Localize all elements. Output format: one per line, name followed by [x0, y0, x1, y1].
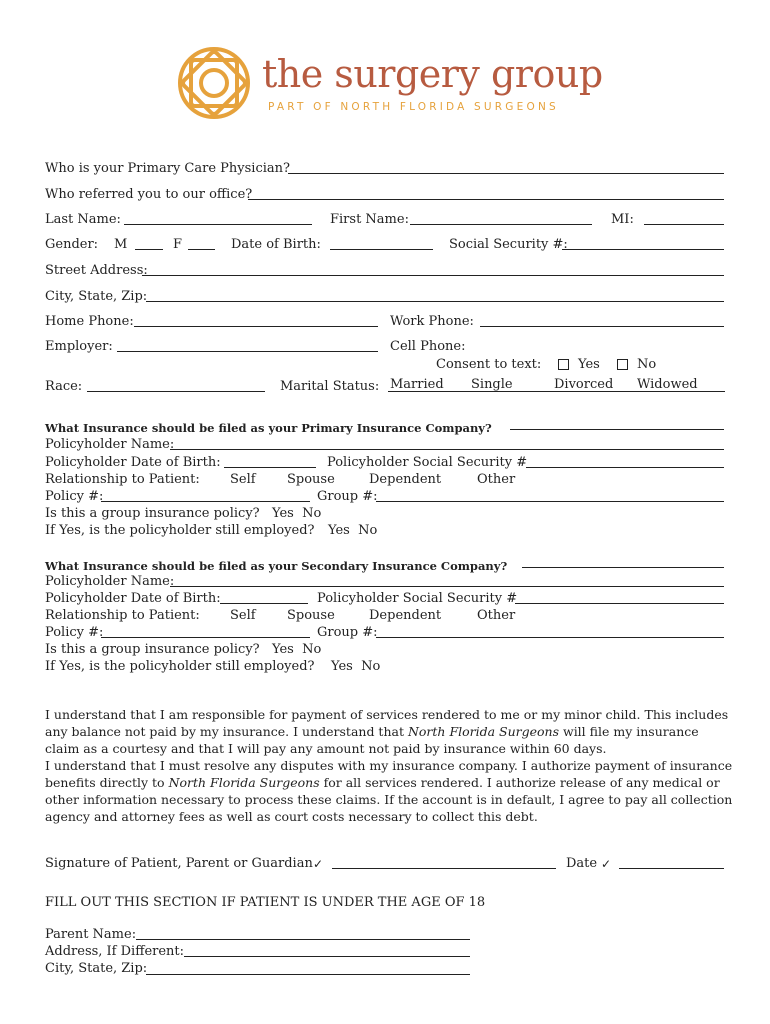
- date-check-icon: ✓: [601, 857, 612, 871]
- dob-label: Date of Birth:: [231, 237, 321, 252]
- city-field[interactable]: [146, 301, 724, 302]
- referred-field[interactable]: [248, 199, 724, 200]
- primary-holder-name-label: Policyholder Name:: [45, 437, 175, 452]
- primary-group-field[interactable]: [376, 501, 724, 502]
- logo-subtitle: PART OF NORTH FLORIDA SURGEONS: [268, 101, 559, 113]
- home-phone-label: Home Phone:: [45, 314, 134, 329]
- ssn-label: Social Security #:: [449, 237, 568, 252]
- primary-employed-question: If Yes, is the policyholder still employed?: [45, 523, 315, 538]
- date-label: Date: [566, 856, 598, 871]
- secondary-rel-other[interactable]: Other: [477, 608, 516, 623]
- consent-yes-checkbox[interactable]: [558, 359, 569, 370]
- primary-heading: What Insurance should be filed as your Primary Insurance Company?: [45, 421, 492, 435]
- gender-label: Gender:: [45, 237, 99, 252]
- terms-paragraph-2: I understand that I must resolve any disputes with my insurance company. I authorize payment of insurance benefits directly to North Florida Surgeons for all services rendered. I authorize release of any medical or other information necessary to process these claims. If the account is in default, I agree to pay all collection agency and attorney fees as well as court costs necessary to collect this debt.: [45, 758, 733, 824]
- secondary-holder-name-field[interactable]: [170, 586, 724, 587]
- secondary-rel-dependent[interactable]: Dependent: [369, 608, 442, 623]
- terms-text: [45, 706, 735, 825]
- parent-city-field[interactable]: [146, 974, 470, 975]
- employer-label: Employer:: [45, 339, 113, 354]
- primary-holder-dob-label: Policyholder Date of Birth:: [45, 455, 221, 470]
- primary-group-yes-no[interactable]: Yes No: [272, 506, 322, 521]
- signature-label: Signature of Patient, Parent or Guardian: [45, 856, 313, 871]
- street-field[interactable]: [142, 275, 724, 276]
- star-knot-icon: [177, 46, 251, 120]
- work-phone-field[interactable]: [480, 326, 724, 327]
- consent-label: Consent to text:: [436, 357, 542, 372]
- mi-field[interactable]: [644, 224, 724, 225]
- secondary-group-yes-no[interactable]: Yes No: [272, 642, 322, 657]
- secondary-holder-name-label: Policyholder Name:: [45, 574, 175, 589]
- street-label: Street Address:: [45, 263, 148, 278]
- employer-field[interactable]: [117, 351, 378, 352]
- terms-paragraph-1: I understand that I am responsible for payment of services rendered to me or my minor child. This includes any balance not paid by my insurance. I understand that North Florida Surgeons will file my insurance claim as a courtesy and that I will pay any amount not paid by insurance within 60 days.: [45, 707, 729, 756]
- parent-name-label: Parent Name:: [45, 927, 137, 942]
- secondary-policy-field[interactable]: [101, 637, 310, 638]
- primary-rel-other[interactable]: Other: [477, 472, 516, 487]
- pcp-field[interactable]: [288, 173, 724, 174]
- marital-single[interactable]: Single: [471, 377, 513, 392]
- logo-title: the surgery group: [262, 52, 603, 96]
- primary-rel-spouse[interactable]: Spouse: [287, 472, 335, 487]
- gender-m-label: M: [114, 237, 128, 252]
- gender-f-field[interactable]: [188, 249, 215, 250]
- parent-address-label: Address, If Different:: [45, 944, 185, 959]
- primary-rel-self[interactable]: Self: [230, 472, 256, 487]
- primary-group-label: Group #:: [317, 489, 378, 504]
- marital-widowed[interactable]: Widowed: [637, 377, 698, 392]
- parent-name-field[interactable]: [136, 939, 470, 940]
- secondary-rel-spouse[interactable]: Spouse: [287, 608, 335, 623]
- home-phone-field[interactable]: [134, 326, 378, 327]
- first-name-field[interactable]: [410, 224, 592, 225]
- primary-holder-dob-field[interactable]: [224, 467, 316, 468]
- date-field[interactable]: [619, 868, 724, 869]
- secondary-employed-question: If Yes, is the policyholder still employed?: [45, 659, 315, 674]
- parent-address-field[interactable]: [184, 956, 470, 957]
- primary-relationship-label: Relationship to Patient:: [45, 472, 200, 487]
- primary-rel-dependent[interactable]: Dependent: [369, 472, 442, 487]
- first-name-label: First Name:: [330, 212, 409, 227]
- secondary-holder-ssn-field[interactable]: [515, 603, 724, 604]
- primary-policy-field[interactable]: [101, 501, 310, 502]
- gender-m-field[interactable]: [135, 249, 163, 250]
- consent-yes-label: Yes: [578, 357, 600, 372]
- city-label: City, State, Zip:: [45, 289, 148, 304]
- mi-label: MI:: [611, 212, 634, 227]
- primary-holder-ssn-label: Policyholder Social Security #: [327, 455, 528, 470]
- signature-check-icon: ✓: [313, 857, 324, 871]
- secondary-holder-dob-field[interactable]: [220, 603, 308, 604]
- secondary-policy-label: Policy #:: [45, 625, 104, 640]
- primary-holder-ssn-field[interactable]: [526, 467, 724, 468]
- secondary-rel-self[interactable]: Self: [230, 608, 256, 623]
- primary-group-question: Is this a group insurance policy?: [45, 506, 260, 521]
- ssn-field[interactable]: [562, 249, 724, 250]
- consent-no-label: No: [637, 357, 657, 372]
- secondary-holder-dob-label: Policyholder Date of Birth:: [45, 591, 221, 606]
- last-name-label: Last Name:: [45, 212, 121, 227]
- consent-no-checkbox[interactable]: [617, 359, 628, 370]
- pcp-label: Who is your Primary Care Physician?: [45, 161, 290, 176]
- secondary-group-label: Group #:: [317, 625, 378, 640]
- signature-field[interactable]: [332, 868, 556, 869]
- primary-employed-yes-no[interactable]: Yes No: [328, 523, 378, 538]
- dob-field[interactable]: [330, 249, 433, 250]
- secondary-company-field[interactable]: [522, 567, 724, 568]
- secondary-relationship-label: Relationship to Patient:: [45, 608, 200, 623]
- secondary-employed-yes-no[interactable]: Yes No: [331, 659, 381, 674]
- secondary-group-field[interactable]: [376, 637, 724, 638]
- primary-company-field[interactable]: [510, 429, 724, 430]
- primary-policy-label: Policy #:: [45, 489, 104, 504]
- parent-city-label: City, State, Zip:: [45, 961, 148, 976]
- referred-label: Who referred you to our office?: [45, 187, 253, 202]
- race-label: Race:: [45, 379, 83, 394]
- last-name-field[interactable]: [124, 224, 312, 225]
- primary-holder-name-field[interactable]: [170, 449, 724, 450]
- marital-divorced[interactable]: Divorced: [554, 377, 614, 392]
- secondary-group-question: Is this a group insurance policy?: [45, 642, 260, 657]
- marital-married[interactable]: Married: [390, 377, 444, 392]
- secondary-holder-ssn-label: Policyholder Social Security #: [317, 591, 518, 606]
- marital-label: Marital Status:: [280, 379, 380, 394]
- race-field[interactable]: [87, 391, 265, 392]
- cell-phone-label: Cell Phone:: [390, 339, 466, 354]
- minor-heading: FILL OUT THIS SECTION IF PATIENT IS UNDER THE AGE OF 18: [45, 895, 486, 910]
- gender-f-label: F: [173, 237, 183, 252]
- secondary-heading: What Insurance should be filed as your Secondary Insurance Company?: [45, 559, 508, 573]
- work-phone-label: Work Phone:: [390, 314, 474, 329]
